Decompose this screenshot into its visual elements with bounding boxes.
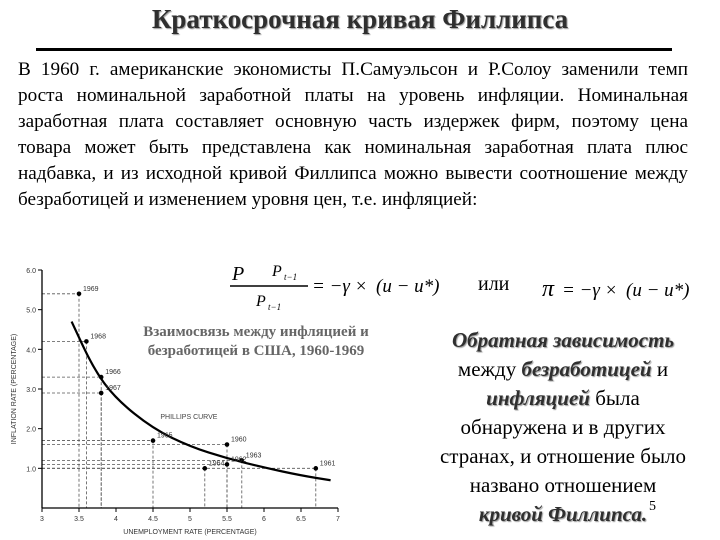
data-point-label: 1960 bbox=[231, 436, 247, 444]
y-tick-label: 2.0 bbox=[26, 426, 36, 434]
data-point bbox=[77, 292, 82, 297]
formula-price bbox=[228, 258, 468, 318]
formula1-P-top: P bbox=[232, 263, 245, 285]
data-point bbox=[151, 438, 156, 443]
conclusion-was: была bbox=[595, 386, 640, 410]
data-point-label: 1965 bbox=[157, 432, 173, 440]
y-tick-label: 4.0 bbox=[26, 347, 36, 355]
conclusion-line4: обнаружена и в других bbox=[460, 415, 666, 439]
conclusion-line6: названо отношением bbox=[469, 473, 657, 497]
conclusion-hl-inverse: Обратная зависимость bbox=[451, 328, 675, 352]
or-word: или bbox=[478, 273, 510, 295]
conclusion-text bbox=[418, 326, 708, 529]
slide-number: 5 bbox=[649, 499, 656, 514]
x-tick-label: 4.5 bbox=[148, 516, 158, 523]
y-axis-label: INFLATION RATE (PERCENTAGE) bbox=[11, 333, 18, 445]
x-tick-label: 5.5 bbox=[222, 516, 232, 523]
chart-caption: Взаимосвязь между инфляцией и безработицей в США, 1960-1969 bbox=[143, 324, 369, 359]
x-tick-label: 6.5 bbox=[296, 516, 306, 523]
formula1-paren: (u − u*) bbox=[376, 276, 440, 297]
x-tick-label: 5 bbox=[188, 516, 192, 523]
x-axis-label: UNEMPLOYMENT RATE (PERCENTAGE) bbox=[123, 529, 257, 536]
data-point-label: 1969 bbox=[83, 285, 99, 293]
data-point bbox=[84, 339, 89, 344]
formula1-Pt1-top: P bbox=[272, 263, 282, 280]
x-tick-label: 4 bbox=[114, 516, 118, 523]
formula2-pi: π bbox=[542, 276, 555, 302]
data-point-label: 1961 bbox=[319, 460, 336, 468]
data-point-label: 1964 bbox=[208, 460, 225, 468]
y-tick-label: 1.0 bbox=[26, 466, 36, 474]
intro-paragraph: В 1960 г. американские экономисты П.Самуэльсон и Р.Солоу заменили темп роста номинальной заработной платы на уровень инфляции. Номинальная заработная плата составляет основную часть издержек фирм, поэтому цена товара может быть представлена как номинальная заработная плата плюс надбавка, и из исходной кривой Филлипса можно вывести соотношение между безработицей и изменением уровня цен, т.е. инфляцией: bbox=[18, 59, 688, 210]
x-tick-label: 3 bbox=[40, 516, 44, 523]
conclusion-hl-unemployment: безработицей bbox=[521, 357, 652, 381]
data-point bbox=[225, 442, 230, 447]
conclusion-line5: странах, и отношение было bbox=[439, 444, 687, 468]
data-point-label: 1967 bbox=[105, 384, 121, 392]
conclusion-hl-curve: кривой Филлипса. bbox=[478, 502, 648, 526]
x-tick-label: 3.5 bbox=[74, 516, 84, 523]
x-tick-label: 7 bbox=[336, 516, 340, 523]
conclusion-between: между bbox=[457, 357, 517, 381]
y-tick-label: 3.0 bbox=[26, 387, 36, 394]
formula1-sub-top: t−1 bbox=[284, 272, 298, 282]
formula1-gamma: = −γ × bbox=[312, 276, 368, 297]
data-point bbox=[314, 466, 319, 471]
data-point-label: 1968 bbox=[90, 333, 106, 341]
formula2-paren: (u − u*) bbox=[626, 280, 690, 301]
y-tick-label: 6.0 bbox=[26, 268, 36, 275]
data-point bbox=[225, 462, 230, 467]
formula-inflation bbox=[540, 266, 715, 311]
formula1-sub-bottom: t−1 bbox=[268, 302, 282, 312]
curve-label: PHILLIPS CURVE bbox=[160, 413, 218, 421]
slide-title: Краткосрочная кривая Филлипса bbox=[151, 4, 569, 34]
data-point-label: 1966 bbox=[105, 369, 121, 377]
x-tick-label: 6 bbox=[262, 516, 266, 523]
data-point bbox=[203, 466, 208, 471]
data-point-label: 1962 bbox=[231, 456, 247, 464]
title-underline bbox=[36, 48, 672, 51]
data-point bbox=[99, 375, 104, 380]
data-point bbox=[99, 391, 104, 396]
data-point-label: 1963 bbox=[245, 452, 262, 460]
formula1-Pt1-bottom: P bbox=[256, 293, 266, 310]
conclusion-hl-inflation: инфляцией bbox=[486, 386, 590, 410]
conclusion-and: и bbox=[656, 357, 669, 381]
formula2-gamma: = −γ × bbox=[562, 280, 618, 301]
y-tick-label: 5.0 bbox=[26, 307, 36, 315]
